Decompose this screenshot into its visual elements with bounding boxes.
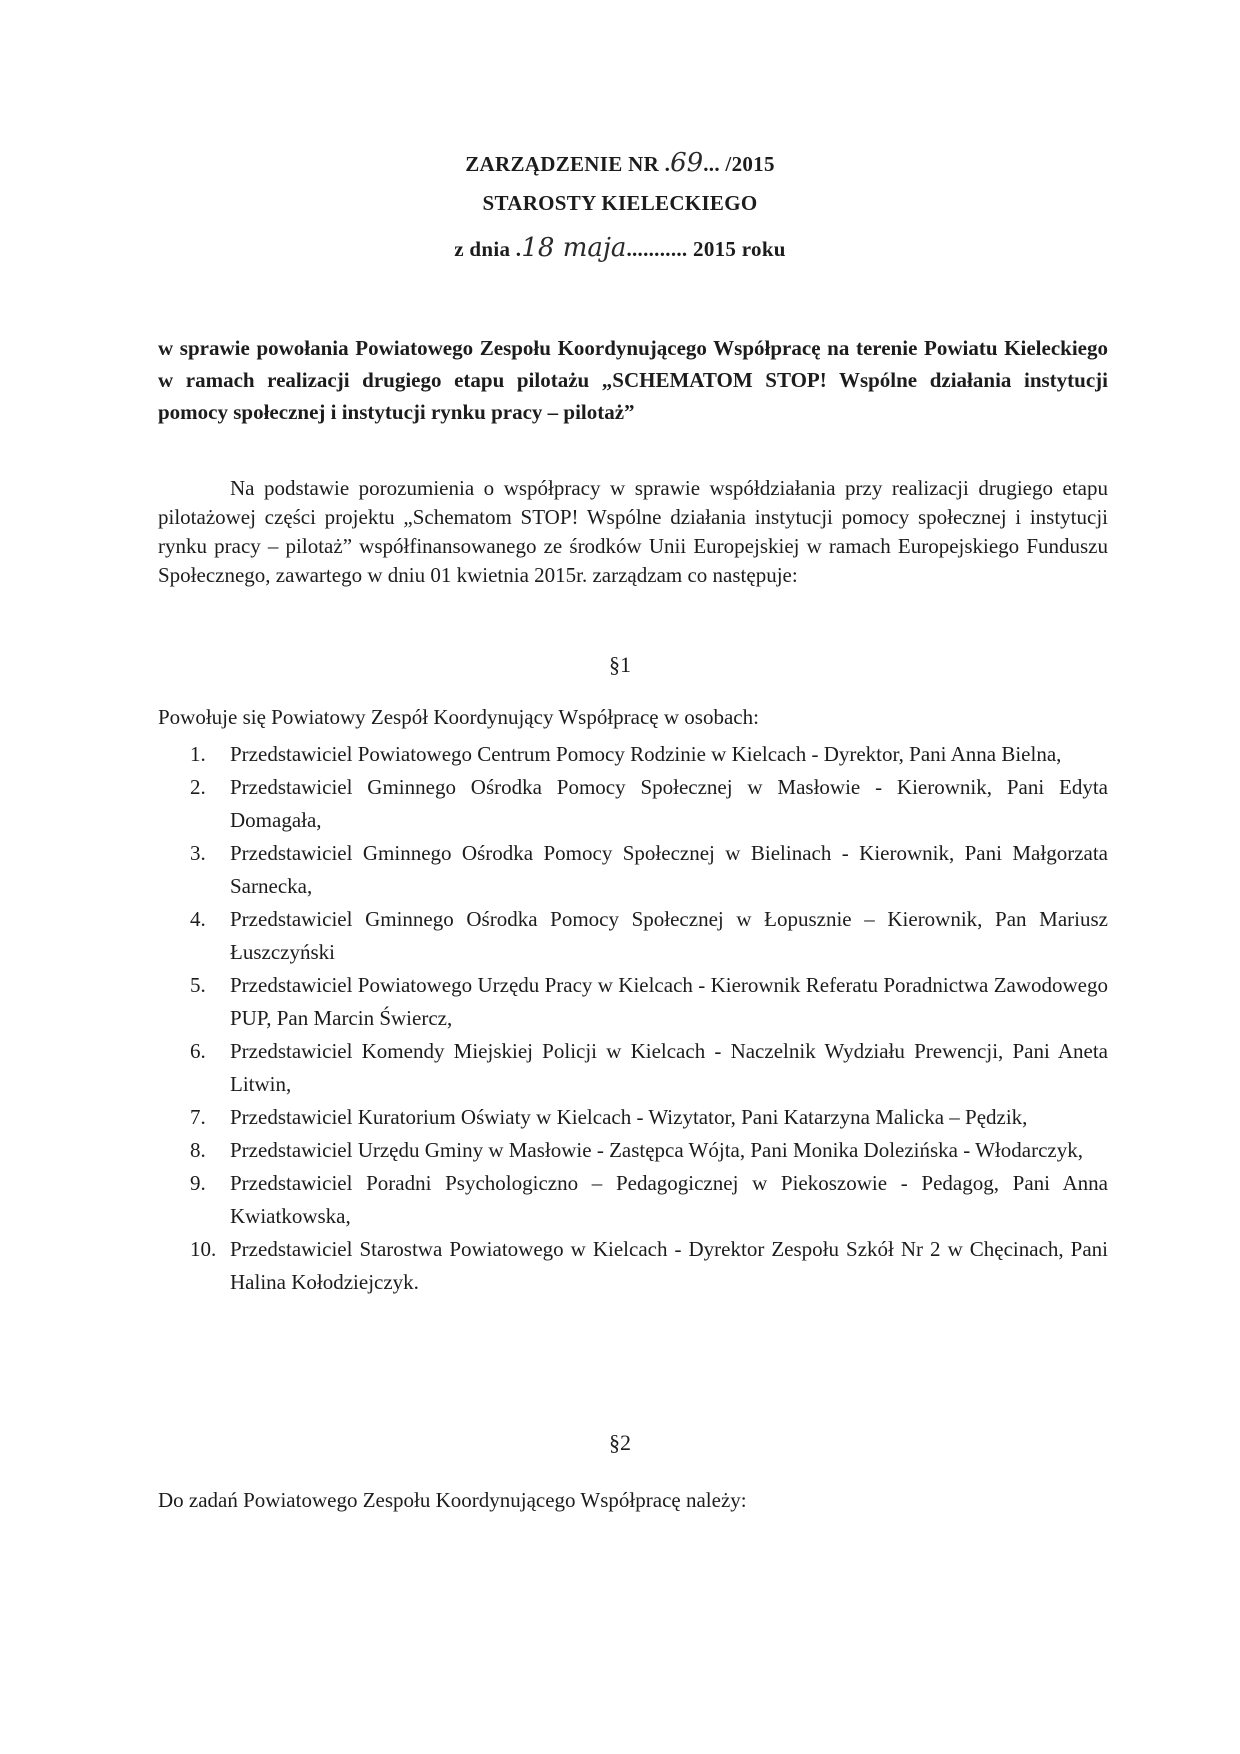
list-item	[158, 903, 1108, 969]
list-item-text: Przedstawiciel Gminnego Ośrodka Pomocy Społecznej w Łopusznie – Kierownik, Pan Mariusz Łuszczyński	[230, 907, 1108, 964]
list-item-text: Przedstawiciel Poradni Psychologiczno – Pedagogicznej w Piekoszowie - Pedagog, Pani Anna Kwiatkowska,	[230, 1171, 1108, 1228]
list-item-text: Przedstawiciel Gminnego Ośrodka Pomocy Społecznej w Bielinach - Kierownik, Pani Małgorzata Sarnecka,	[230, 841, 1108, 898]
issue-date-prefix: z dnia .	[454, 237, 522, 261]
list-item-text: Przedstawiciel Gminnego Ośrodka Pomocy Społecznej w Masłowie - Kierownik, Pani Edyta Domagała,	[230, 775, 1108, 832]
list-item-text: Przedstawiciel Urzędu Gminy w Masłowie - Zastępca Wójta, Pani Monika Dolezińska - Włodarczyk,	[230, 1138, 1083, 1162]
issue-date-suffix: ........... 2015 roku	[626, 237, 786, 261]
list-item-text: Przedstawiciel Komendy Miejskiej Policji w Kielcach - Naczelnik Wydziału Prewencji, Pani Aneta Litwin,	[230, 1039, 1108, 1096]
list-item	[158, 1035, 1108, 1101]
handwritten-number: 69	[670, 148, 704, 178]
legal-basis-paragraph: Na podstawie porozumienia o współpracy w sprawie współdziałania przy realizacji drugiego etapu pilotażowej części projektu „Schematom STOP! Wspólne działania instytucji pomocy społecznej i instytucji rynku pracy – pilotaż” współfinansowanego ze środków Unii Europejskiej w ramach Europejskiego Funduszu Społecznego, zawartego w dniu 01 kwietnia 2015r. zarządzam co następuje:	[158, 476, 1108, 587]
section-2-lead: Do zadań Powiatowego Zespołu Koordynującego Współpracę należy:	[158, 1488, 747, 1512]
list-item	[158, 1134, 1108, 1167]
list-item	[158, 1167, 1108, 1233]
list-item-number: 10.	[190, 1237, 217, 1261]
list-item-text: Przedstawiciel Powiatowego Centrum Pomocy Rodzinie w Kielcach - Dyrektor, Pani Anna Bielna,	[230, 742, 1062, 766]
list-item-number: 9.	[190, 1171, 206, 1195]
list-item	[158, 1101, 1108, 1134]
list-item-text: Przedstawiciel Kuratorium Oświaty w Kielcach - Wizytator, Pani Katarzyna Malicka – Pędzik,	[230, 1105, 1028, 1129]
list-item	[158, 969, 1108, 1035]
section-2-mark: §2	[609, 1430, 631, 1455]
subject-heading: w sprawie powołania Powiatowego Zespołu Koordynującego Współpracę na terenie Powiatu Kieleckiego w ramach realizacji drugiego etapu pilotażu „SCHEMATOM STOP! Wspólne działania instytucji pomocy społecznej i instytucji rynku pracy – pilotaż”	[158, 336, 1108, 424]
member-list	[158, 738, 1108, 1299]
issue-date	[0, 233, 1240, 263]
section-1-lead: Powołuje się Powiatowy Zespół Koordynujący Współpracę w osobach:	[158, 705, 759, 729]
list-item-number: 7.	[190, 1105, 206, 1129]
list-item-number: 8.	[190, 1138, 206, 1162]
list-item-number: 3.	[190, 841, 206, 865]
list-item-number: 5.	[190, 973, 206, 997]
list-item	[158, 837, 1108, 903]
list-item-number: 1.	[190, 742, 206, 766]
handwritten-date: 18 maja	[521, 233, 627, 263]
ordinance-number	[0, 148, 1240, 178]
list-item	[158, 771, 1108, 837]
list-item-number: 2.	[190, 775, 206, 799]
ordinance-number-suffix: ... /2015	[703, 152, 775, 176]
list-item	[158, 738, 1108, 771]
list-item-text: Przedstawiciel Powiatowego Urzędu Pracy w Kielcach - Kierownik Referatu Poradnictwa Zawodowego PUP, Pan Marcin Świercz,	[230, 973, 1108, 1030]
issuer-title: STAROSTY KIELECKIEGO	[482, 191, 758, 215]
list-item-number: 4.	[190, 907, 206, 931]
section-1-mark: §1	[609, 652, 631, 677]
list-item-text: Przedstawiciel Starostwa Powiatowego w Kielcach - Dyrektor Zespołu Szkół Nr 2 w Chęcinach, Pani Halina Kołodziejczyk.	[230, 1237, 1108, 1294]
list-item-number: 6.	[190, 1039, 206, 1063]
list-item	[158, 1233, 1108, 1299]
ordinance-number-prefix: ZARZĄDZENIE NR .	[465, 152, 671, 176]
